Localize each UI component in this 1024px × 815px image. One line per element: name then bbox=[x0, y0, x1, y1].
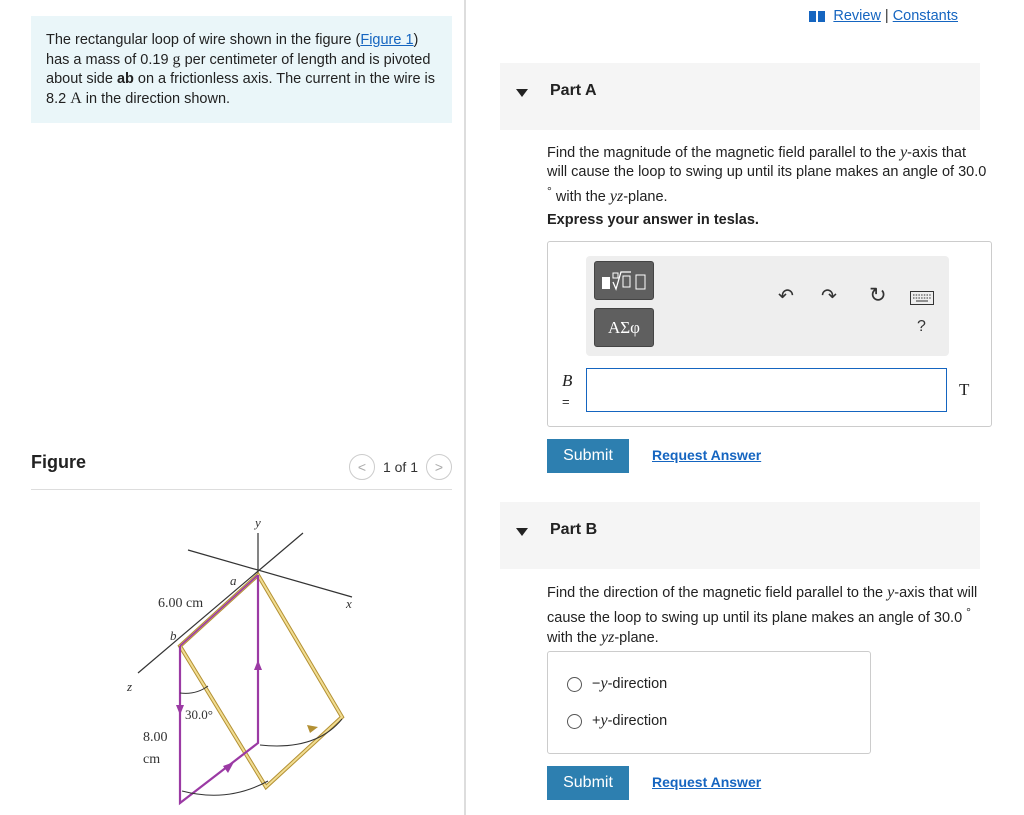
reset-icon[interactable]: ↻ bbox=[869, 284, 887, 307]
answer-box bbox=[547, 241, 992, 427]
problem-text: per centimeter of length and is pivoted about side bbox=[46, 52, 431, 87]
right-pane bbox=[468, 0, 1024, 815]
x-axis-line bbox=[188, 550, 352, 597]
loop-tilted-inner bbox=[180, 575, 342, 787]
link-separator: | bbox=[884, 8, 889, 24]
question-text: -plane. bbox=[623, 188, 668, 205]
current-arrow-down bbox=[176, 705, 184, 715]
variable-label: B bbox=[562, 371, 573, 390]
label-angle: 30.0° bbox=[185, 707, 213, 722]
radio-button[interactable] bbox=[567, 677, 582, 692]
help-button[interactable]: ? bbox=[917, 318, 926, 335]
part-b-header[interactable] bbox=[500, 502, 980, 569]
label-a: a bbox=[230, 573, 237, 588]
question-text: Find the magnitude of the magnetic field parallel to the bbox=[547, 145, 901, 161]
question-text: -axis that will cause the loop to swing up until its plane makes an angle of 30.0 bbox=[547, 145, 987, 180]
option-label bbox=[592, 712, 667, 730]
label-dim-cm: cm bbox=[143, 752, 161, 767]
question-text: with the bbox=[551, 188, 610, 205]
label-b: b bbox=[170, 628, 177, 643]
greek-symbols-button[interactable]: ΑΣφ bbox=[594, 308, 654, 347]
problem-statement bbox=[31, 16, 452, 123]
chevron-left-icon[interactable]: < bbox=[349, 454, 375, 480]
request-answer-link-part-b[interactable]: Request Answer bbox=[652, 774, 762, 790]
constants-link[interactable]: Constants bbox=[892, 8, 958, 24]
unit-label: T bbox=[959, 380, 970, 399]
radio-button[interactable] bbox=[567, 714, 582, 729]
undo-icon[interactable]: ↶ bbox=[778, 286, 794, 307]
problem-text: on a frictionless axis. The current in the wire is 8.2 bbox=[46, 71, 436, 107]
keyboard-icon[interactable] bbox=[910, 289, 934, 311]
answer-input[interactable] bbox=[586, 368, 947, 412]
option-suffix: -direction bbox=[607, 713, 668, 729]
question-text: -plane. bbox=[614, 629, 659, 646]
figure-title: Figure bbox=[31, 452, 87, 472]
option-label bbox=[592, 675, 667, 693]
plane-symbol: yz bbox=[609, 187, 624, 205]
page-indicator: 1 of 1 bbox=[382, 459, 418, 475]
label-dim-6cm: 6.00 cm bbox=[158, 596, 204, 611]
redo-icon[interactable]: ↷ bbox=[821, 286, 837, 307]
figure-pager bbox=[349, 454, 452, 480]
question-text: Find the direction of the magnetic field parallel to the bbox=[547, 585, 888, 601]
review-link[interactable]: Review bbox=[833, 8, 881, 24]
choice-box bbox=[547, 651, 871, 754]
option-axis: y bbox=[600, 712, 608, 729]
option-sign: − bbox=[592, 676, 601, 692]
loop-figure bbox=[110, 505, 360, 810]
question-text: with the bbox=[547, 629, 601, 646]
label-y: y bbox=[255, 515, 261, 530]
swing-arc-upper bbox=[260, 719, 342, 746]
option-axis: y bbox=[600, 675, 608, 692]
label-dim-8: 8.00 bbox=[143, 730, 168, 745]
figure-header bbox=[31, 448, 452, 490]
part-a-instruction: Express your answer in teslas. bbox=[547, 212, 759, 228]
side-ab: ab bbox=[116, 71, 134, 87]
loop-tilted bbox=[180, 575, 342, 787]
degree-symbol: ° bbox=[966, 605, 972, 619]
equals-label: = bbox=[562, 394, 570, 409]
problem-text: in the direction shown. bbox=[81, 91, 231, 107]
submit-button-part-a[interactable]: Submit bbox=[547, 439, 629, 473]
axis-symbol: y bbox=[887, 584, 895, 601]
part-a-header[interactable] bbox=[500, 63, 980, 130]
plane-symbol: yz bbox=[601, 628, 615, 646]
degree-symbol: ° bbox=[547, 184, 552, 198]
loop-arrow bbox=[307, 725, 318, 733]
part-a-question bbox=[547, 143, 987, 207]
part-b-question bbox=[547, 583, 992, 648]
collapse-triangle-icon[interactable] bbox=[516, 528, 528, 536]
current-arrow-diag bbox=[223, 762, 234, 773]
request-answer-link-part-a[interactable]: Request Answer bbox=[652, 447, 762, 463]
part-b-label: Part B bbox=[550, 521, 598, 538]
axis-symbol: y bbox=[900, 144, 908, 161]
label-x: x bbox=[346, 596, 352, 611]
templates-icon[interactable] bbox=[594, 261, 654, 300]
figure-link[interactable]: Figure 1 bbox=[360, 32, 414, 48]
option-sign: + bbox=[592, 713, 601, 729]
book-icon bbox=[809, 11, 825, 22]
label-z: z bbox=[127, 679, 133, 694]
option-negative-y[interactable] bbox=[567, 675, 667, 693]
unit-amperes: A bbox=[70, 90, 82, 107]
problem-text: ) has a mass of 0.19 bbox=[46, 32, 419, 68]
option-suffix: -direction bbox=[607, 676, 668, 692]
collapse-triangle-icon[interactable] bbox=[516, 89, 528, 97]
option-positive-y[interactable] bbox=[567, 712, 667, 730]
submit-button-part-b[interactable]: Submit bbox=[547, 766, 629, 800]
swing-arc-lower bbox=[182, 781, 268, 795]
top-links bbox=[809, 8, 958, 24]
math-toolbar bbox=[586, 256, 949, 356]
current-arrow-up bbox=[254, 660, 262, 670]
left-pane bbox=[0, 0, 466, 815]
problem-text: The rectangular loop of wire shown in the figure ( bbox=[46, 32, 361, 48]
chevron-right-icon[interactable]: > bbox=[426, 454, 452, 480]
part-a-label: Part A bbox=[550, 82, 597, 99]
unit-grams: g bbox=[172, 51, 181, 68]
question-text: -axis that will cause the loop to swing up until its plane makes an angle of 30.0 bbox=[547, 585, 978, 626]
